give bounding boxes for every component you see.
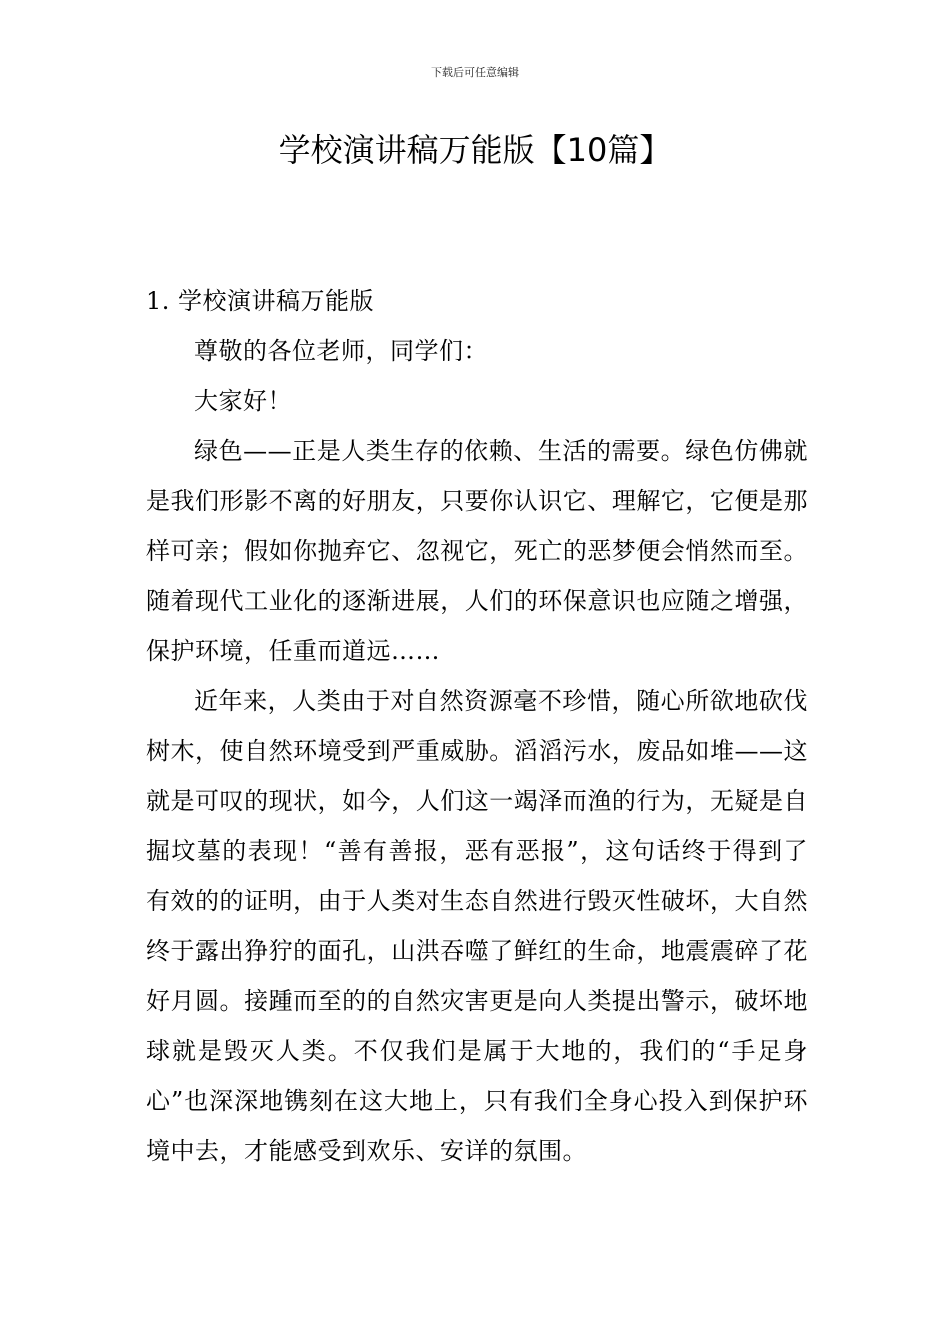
section-heading: 1. 学校演讲稿万能版 (146, 287, 375, 315)
body-paragraph: 近年来，人类由于对自然资源毫不珍惜，随心所欲地砍伐树木，使自然环境受到严重威胁。滔滔污水，废品如堆——这就是可叹的现状，如今，人们这一竭泽而渔的行为，无疑是自掘坟墓的表现！“善有善报，恶有恶报”，这句话终于得到了有效的的证明，由于人类对生态自然进行毁灭性破坏，大自然终于露出狰狞的面孔，山洪吞噬了鲜红的生命，地震震碎了花好月圆。接踵而至的的自然灾害更是向人类提出警示，破坏地球就是毁灭人类。不仅我们是属于大地的，我们的“手足身心”也深深地镌刻在这大地上，只有我们全身心投入到保护环境中去，才能感受到欢乐、安详的氛围。 (146, 687, 808, 1165)
header-note: 下载后可任意编辑 (431, 66, 519, 79)
greeting-paragraph: 大家好！ (194, 387, 292, 415)
document-body (146, 276, 808, 1176)
body-paragraph: 绿色——正是人类生存的依赖、生活的需要。绿色仿佛就是我们形影不离的好朋友，只要你认识它、理解它，它便是那样可亲；假如你抛弃它、忽视它，死亡的恶梦便会悄然而至。随着现代工业化的逐渐进展，人们的环保意识也应随之增强，保护环境，任重而道远…… (146, 437, 808, 665)
salutation-paragraph: 尊敬的各位老师，同学们： (194, 337, 488, 365)
page-title: 学校演讲稿万能版【10篇】 (278, 131, 672, 169)
